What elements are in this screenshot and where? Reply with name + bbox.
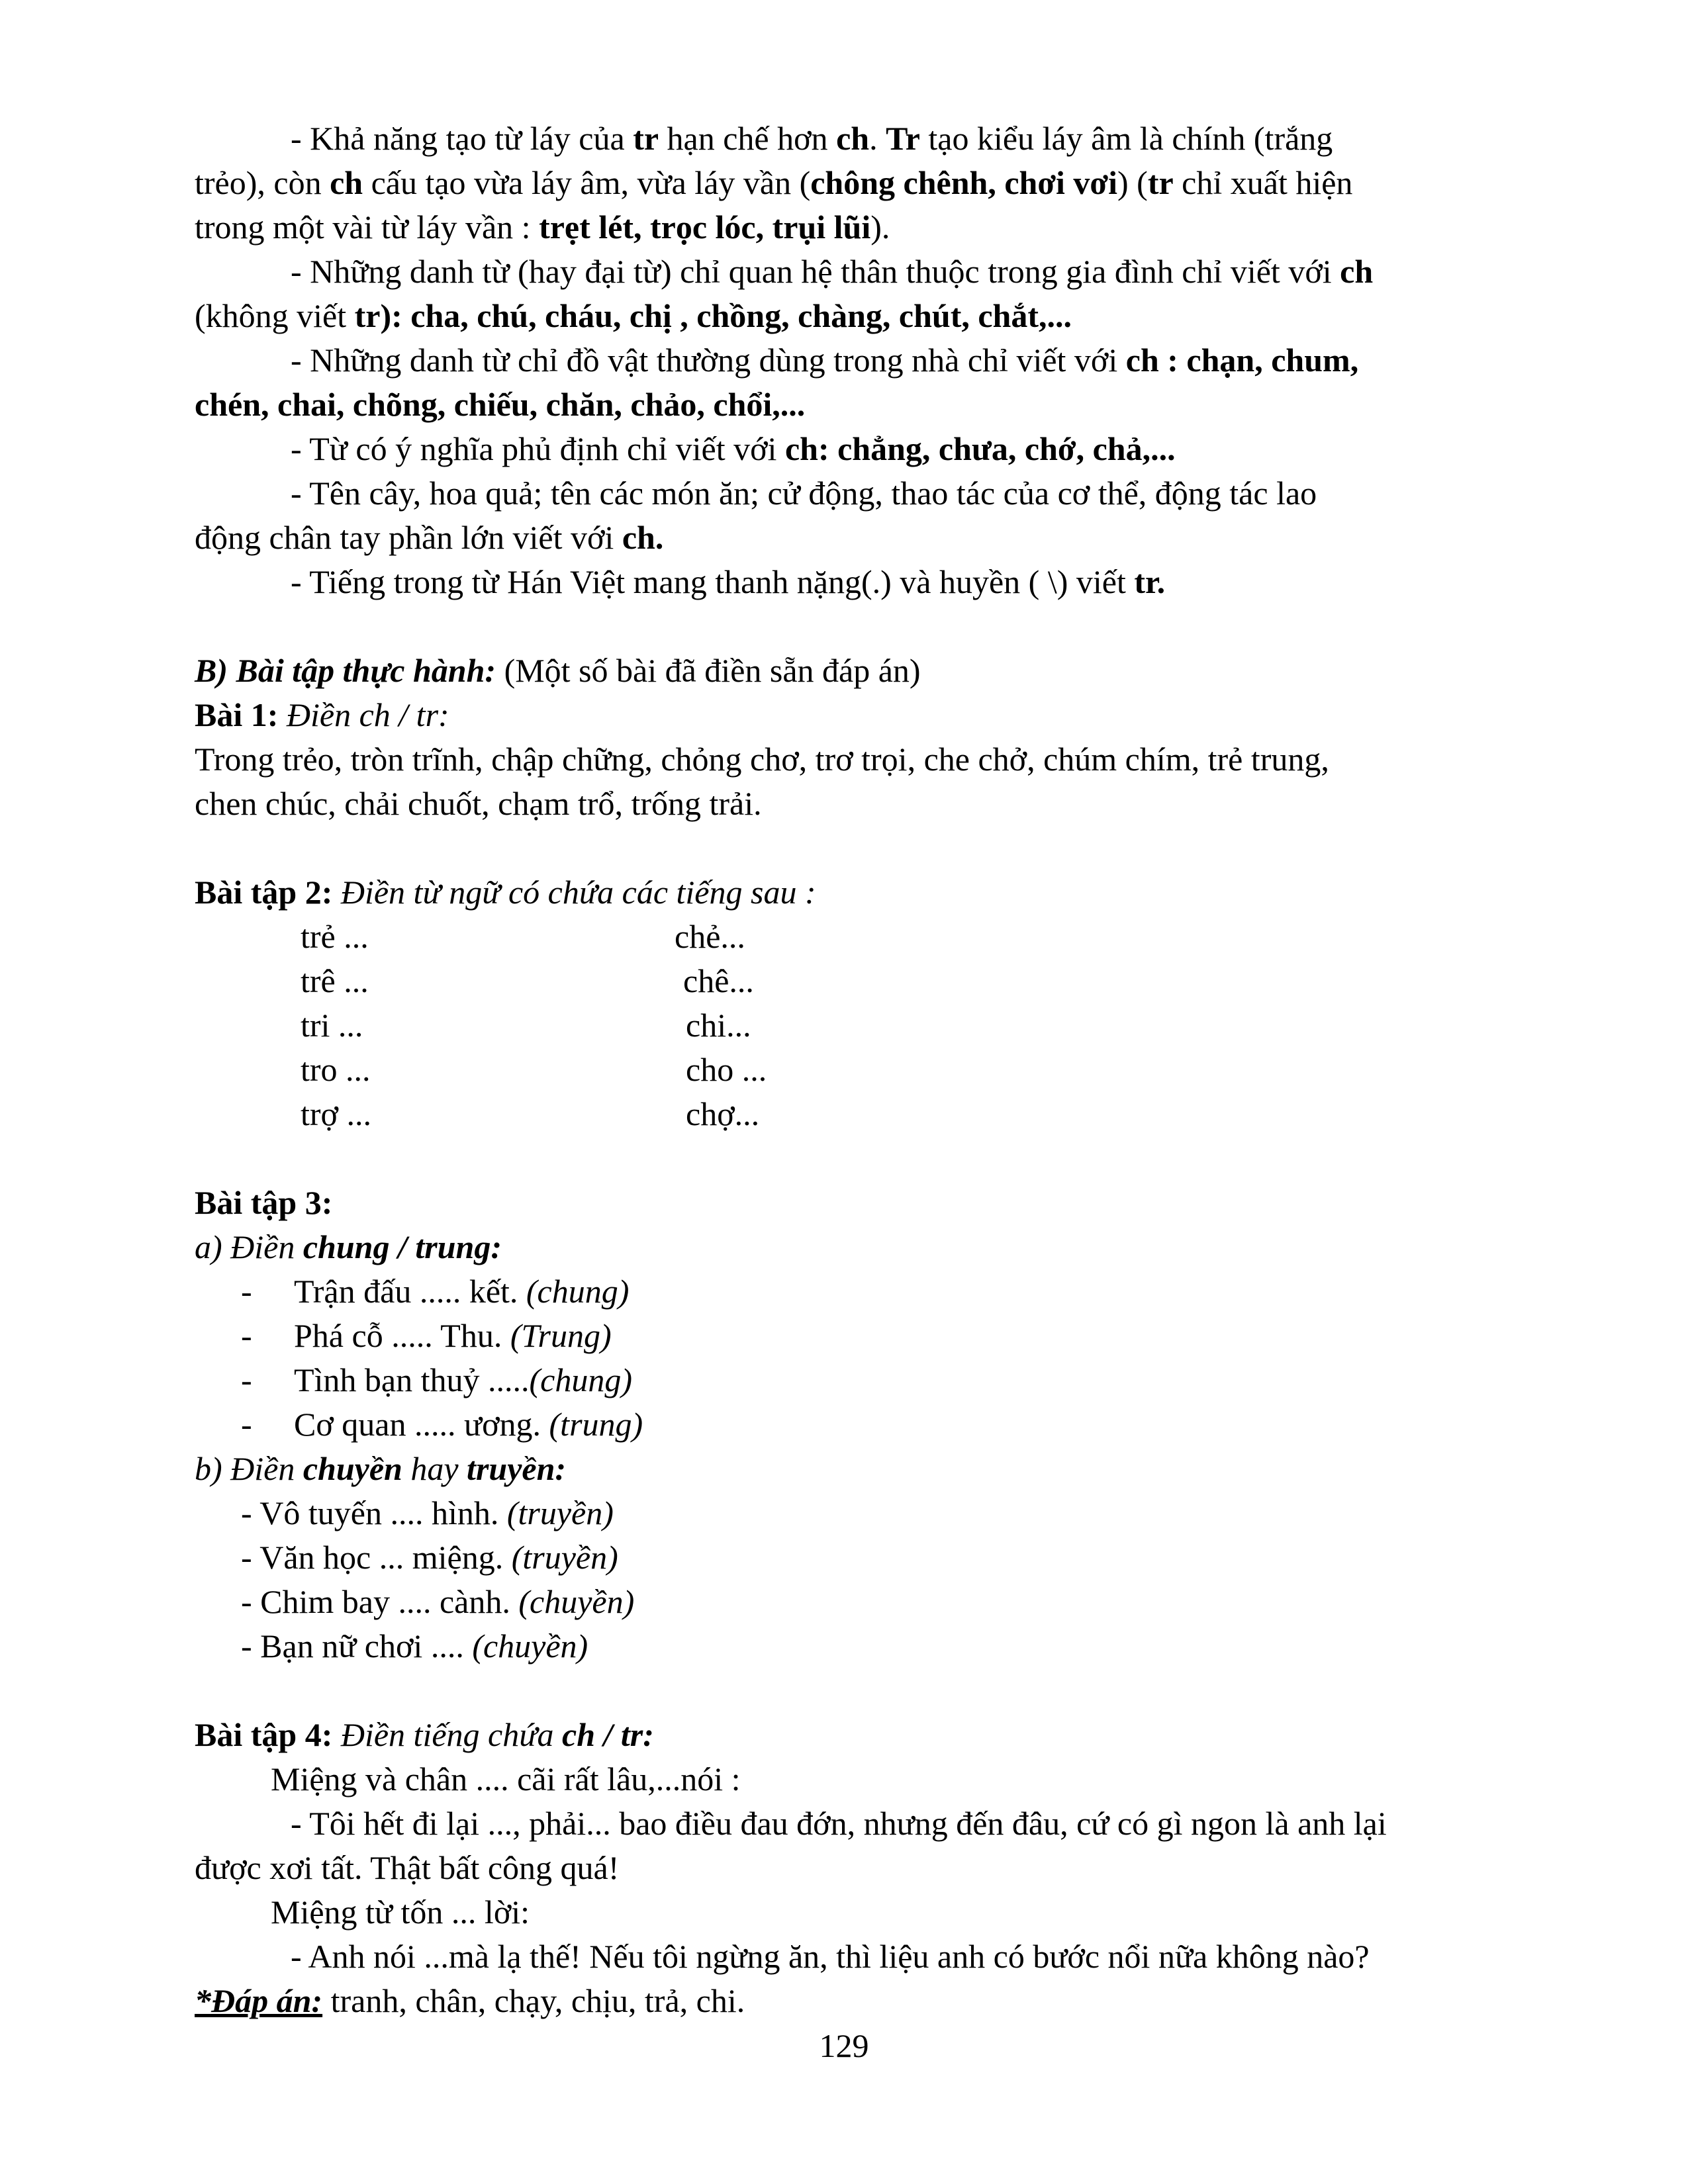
spacer — [195, 604, 1505, 649]
spacer — [195, 1136, 1505, 1181]
bai-3-a-item: - Cơ quan ..... ương. (trung) — [241, 1406, 643, 1443]
bai-2-left-item: trẻ ... — [301, 918, 369, 955]
bai-2-row — [195, 959, 1505, 1003]
bai-1-line-2: chen chúc, chải chuốt, chạm trổ, trống trải. — [195, 785, 762, 822]
bai-2-left-item: tri ... — [301, 1007, 363, 1044]
bai-4-line-4: Miệng từ tốn ... lời: — [271, 1893, 530, 1931]
rule-2-line-2: (không viết tr): cha, chú, cháu, chị , chồng, chàng, chút, chắt,... — [195, 297, 1072, 334]
rule-3-line-2: chén, chai, chõng, chiếu, chăn, chảo, chổi,... — [195, 386, 806, 423]
bai-2-row — [195, 1003, 1505, 1048]
bai-2-row — [195, 1048, 1505, 1092]
bai-3-b-item: - Chim bay .... cành. (chuyền) — [241, 1583, 635, 1620]
bai-4-line-3: được xơi tất. Thật bất công quá! — [195, 1849, 620, 1886]
rule-1-line-2: trẻo), còn ch cấu tạo vừa láy âm, vừa láy vần (chông chênh, chơi vơi) (tr chỉ xuất hiện — [195, 164, 1353, 201]
rule-4-line-1: - Từ có ý nghĩa phủ định chỉ viết với ch: chẳng, chưa, chớ, chả,... — [291, 430, 1176, 467]
spacer — [195, 826, 1505, 870]
bai-3-a-item: - Trận đấu ..... kết. (chung) — [241, 1273, 630, 1310]
bai-3-b-item: - Vô tuyến .... hình. (truyền) — [241, 1494, 614, 1531]
bai-1-line-1: Trong trẻo, tròn trĩnh, chập chững, chỏng chơ, trơ trọi, che chở, chúm chím, trẻ trung, — [195, 741, 1329, 778]
bai-2-left-item: tro ... — [301, 1051, 371, 1088]
bai-4-line-1: Miệng và chân .... cãi rất lâu,...nói : — [271, 1760, 741, 1797]
bai-3-a-item: - Tình bạn thuỷ .....(chung) — [241, 1361, 633, 1398]
rule-5-line-2: động chân tay phần lớn viết với ch. — [195, 519, 664, 556]
bai-2-left-item: trợ ... — [301, 1095, 371, 1132]
bai-2-row — [195, 1092, 1505, 1136]
bai-2-right-item: chẻ... — [675, 918, 745, 955]
bai-3-b-item: - Bạn nữ chơi .... (chuyền) — [241, 1627, 588, 1664]
bai-1-heading: Bài 1: Điền ch / tr: — [195, 696, 449, 733]
page-number: 129 — [819, 2027, 869, 2064]
document-page — [195, 116, 1505, 2023]
bai-2-row — [195, 915, 1505, 959]
bai-3-a-item: - Phá cỗ ..... Thu. (Trung) — [241, 1317, 612, 1354]
bai-4-line-5: - Anh nói ...mà lạ thế! Nếu tôi ngừng ăn, thì liệu anh có bước nổi nữa không nào? — [291, 1938, 1370, 1975]
bai-4-heading: Bài tập 4: Điền tiếng chứa ch / tr: — [195, 1716, 654, 1753]
bai-3-part-a-heading: a) Điền chung / trung: — [195, 1228, 502, 1265]
spacer — [195, 1668, 1505, 1713]
bai-3-b-item: - Văn học ... miệng. (truyền) — [241, 1539, 618, 1576]
bai-2-right-item: cho ... — [686, 1051, 767, 1088]
bai-3-heading: Bài tập 3: — [195, 1184, 333, 1221]
rule-1-line-1: - Khả năng tạo từ láy của tr hạn chế hơn ch. Tr tạo kiểu láy âm là chính (trắng — [291, 120, 1333, 157]
bai-3-part-b-heading: b) Điền chuyền hay truyền: — [195, 1450, 567, 1487]
bai-4-line-2: - Tôi hết đi lại ..., phải... bao điều đau đớn, nhưng đến đâu, cứ có gì ngon là anh lại — [291, 1805, 1387, 1842]
bai-2-heading: Bài tập 2: Điền từ ngữ có chứa các tiếng sau : — [195, 874, 816, 911]
rule-6-line-1: - Tiếng trong từ Hán Việt mang thanh nặng(.) và huyền ( \) viết tr. — [291, 563, 1166, 600]
bai-2-right-item: chợ... — [686, 1095, 760, 1132]
bai-2-right-item: chi... — [686, 1007, 751, 1044]
bai-4-answer: *Đáp án: tranh, chân, chạy, chịu, trả, chi. — [195, 1982, 745, 2019]
bai-2-right-item: chê... — [683, 962, 754, 999]
rule-3-line-1: - Những danh từ chỉ đồ vật thường dùng trong nhà chỉ viết với ch : chạn, chum, — [291, 341, 1359, 379]
section-b-heading: B) Bài tập thực hành: (Một số bài đã điền sẵn đáp án) — [195, 652, 921, 689]
rule-5-line-1: - Tên cây, hoa quả; tên các món ăn; cử động, thao tác của cơ thể, động tác lao — [291, 475, 1317, 512]
bai-2-left-item: trê ... — [301, 962, 369, 999]
rule-1-line-3: trong một vài từ láy vần : trẹt lét, trọc lóc, trụi lũi). — [195, 208, 890, 246]
rule-2-line-1: - Những danh từ (hay đại từ) chỉ quan hệ thân thuộc trong gia đình chỉ viết với ch — [291, 253, 1374, 290]
